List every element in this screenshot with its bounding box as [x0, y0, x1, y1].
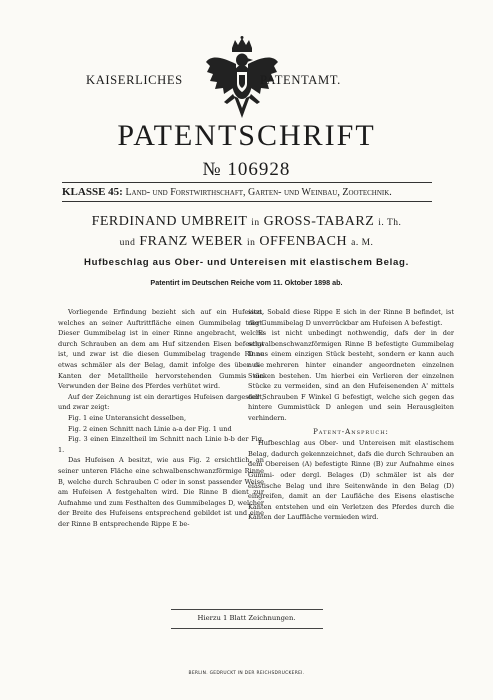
header-patentamt: PATENTAMT.	[260, 73, 341, 87]
paragraph: Es ist nicht unbedingt nothwendig, dafs der in der schwalbenschwanzförmigen Rinne B befestigte Gummibelag D aus einem einzigen Stück besteht, sondern er kann auch aus mehreren hinter einander angeordneten einzelnen Stücken bestehen. Um hierbei ein Verlieren der einzelnen Stücke zu vermeiden, sind an den Hufeisenenden A' mittels der Schrauben F Winkel G befestigt, welche sich gegen das hintere Gummistück D anlegen und sein Herausgleiten verhindern.	[248, 329, 454, 422]
header-kaiserliches: KAISERLICHES	[86, 73, 183, 87]
paragraph: Fig. 2 einen Schnitt nach Linie a-a der Fig. 1 und	[68, 424, 232, 433]
inventor-1-name: FERDINAND UMBREIT	[91, 214, 248, 229]
divider-top	[62, 182, 432, 183]
drawings-note: Hierzu 1 Blatt Zeichnungen.	[197, 614, 296, 622]
inventor-2-name: FRANZ WEBER	[139, 234, 243, 249]
body-column-left	[58, 307, 264, 529]
inventor-2-place: OFFENBACH	[259, 234, 348, 249]
paragraph: Das Hufeisen A besitzt, wie aus Fig. 2 ersichtlich, an seiner unteren Fläche eine schwalbenschwanzförmige Rinne B, welche durch Schrauben C oder in sonst passender Weise am Hufeisen A festgehalten wird. Die Rinne B dient zur Aufnahme und zum Festhalten des Gummibelages D, welcher der Breite des Hufeisens entsprechend gebildet ist und eine der Rinne B entsprechende Rippe E be-	[58, 456, 264, 528]
klasse-text: Land- und Forstwirthschaft, Garten- und Weinbau, Zootechnik.	[125, 187, 392, 198]
klasse-line	[62, 186, 482, 198]
patent-subject: Hufbeschlag aus Ober- und Untereisen mit elastischem Belag.	[84, 257, 409, 268]
claim-heading: Patent-Anspruch:	[313, 427, 389, 436]
inventor-2-in: in	[246, 238, 256, 248]
patent-number: № 106928	[202, 159, 291, 180]
inventor-1-place: GROSS-TABARZ	[263, 214, 375, 229]
printer-imprint: BERLIN. GEDRUCKT IN DER REICHSDRUCKEREI.	[188, 671, 305, 676]
document-title: PATENTSCHRIFT	[117, 119, 376, 152]
claim-text: Hufbeschlag aus Ober- und Untereisen mit elastischem Belag, dadurch gekennzeichnet, dafs die durch Schrauben an dem Obereisen (A) befestigte Rinne (B) zur Aufnahme eines Gummi- oder dergl. Belages (D) schmäler ist als der elastische Belag und ihre Seitenwände in den Belag (D) eingreifen, damit an der Laufläche des Eisens elastische Kanten entstehen und ein Verletzen des Pferdes durch die Kanten der Lauffläche vermieden wird.	[248, 439, 454, 522]
paragraph: Fig. 1 eine Unteransicht desselben,	[68, 413, 187, 422]
inventor-line-2	[0, 234, 493, 250]
paragraph: Vorliegende Erfindung bezieht sich auf ein Hufeisen, welches an seiner Auftrittfläche einen Gummibelag trägt. Dieser Gummibelag ist in einer Rinne angebracht, welche durch Schrauben an dem am Huf sitzenden Eisen befestigt ist, und zwar ist die diesen Gummibelag tragende Rinne etwas schmäler als der Belag, damit infolge des über die Kanten der Metalltheile hervorstehenden Gummis ein Verwunden der Beine des Pferdes verhütet wird.	[58, 308, 264, 391]
inventor-1-in: in	[251, 218, 260, 228]
inventor-1-suffix: i. Th.	[378, 218, 402, 228]
body-column-right	[248, 307, 454, 523]
inventor-2-und: und	[119, 238, 136, 248]
patentirt-date: Patentirt im Deutschen Reiche vom 11. Oktober 1898 ab.	[150, 278, 343, 287]
paragraph: sitzt. Sobald diese Rippe E sich in der Rinne B befindet, ist der Gummibelag D unverrückbar am Hufeisen A befestigt.	[248, 308, 454, 327]
inventor-2-suffix: a. M.	[351, 238, 374, 248]
klasse-label: KLASSE 45:	[62, 186, 123, 198]
header	[0, 36, 493, 96]
paragraph: Fig. 3 einen Einzeltheil im Schnitt nach Linie b-b der Fig. 1.	[58, 435, 264, 454]
paragraph: Auf der Zeichnung ist ein derartiges Hufeisen dargestellt, und zwar zeigt:	[58, 392, 264, 412]
inventor-line-1	[0, 214, 493, 230]
divider-klasse	[62, 201, 432, 202]
